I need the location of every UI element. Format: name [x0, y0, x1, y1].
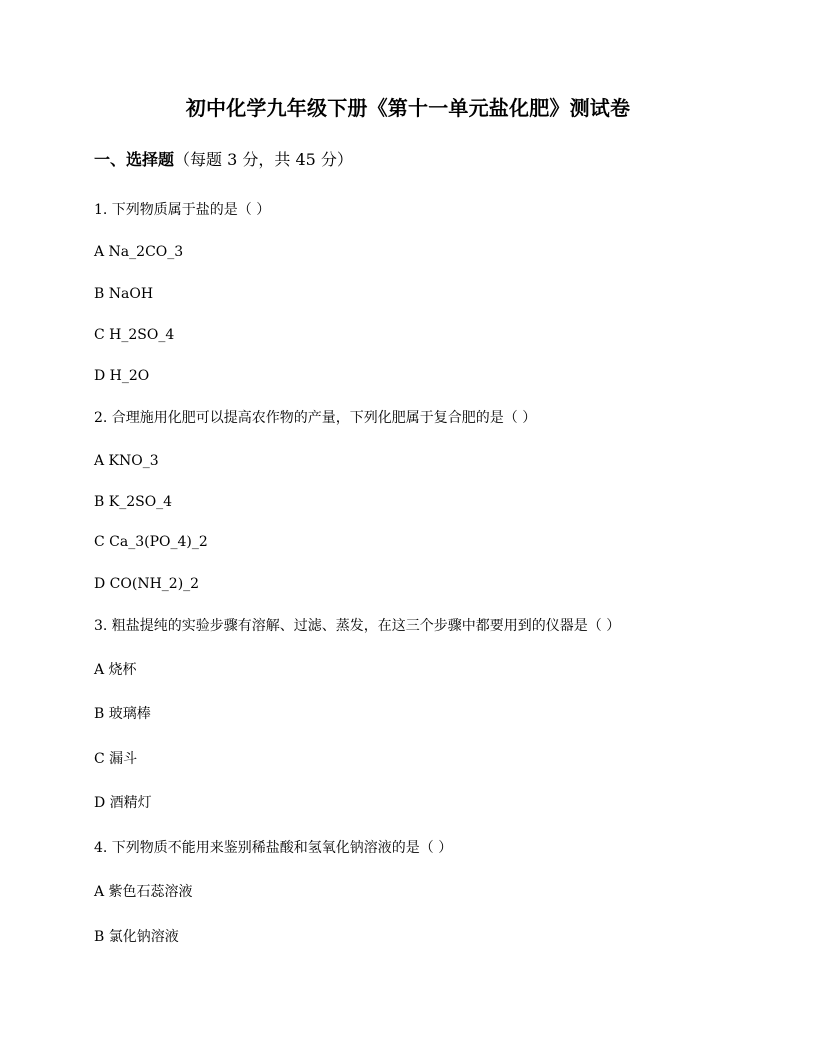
- question-2-option-a: A KNO_3: [94, 453, 159, 469]
- question-1-option-b: B NaOH: [94, 286, 154, 302]
- document-title: 初中化学九年级下册《第十一单元盐化肥》测试卷: [185, 96, 631, 120]
- question-1-stem: 1. 下列物质属于盐的是（ ）: [94, 202, 271, 218]
- question-2-option-c: C Ca_3(PO_4)_2: [94, 534, 208, 550]
- question-1-option-d: D H_2O: [94, 368, 150, 384]
- question-3-option-c: C 漏斗: [94, 751, 138, 767]
- section-heading: [94, 148, 353, 172]
- question-4-stem: 4. 下列物质不能用来鉴别稀盐酸和氢氧化钠溶液的是（ ）: [94, 840, 453, 856]
- question-1-option-c: C H_2SO_4: [94, 327, 175, 343]
- section-heading-note: （每题 3 分，共 45 分）: [174, 150, 353, 169]
- question-2-option-d: D CO(NH_2)_2: [94, 576, 200, 592]
- question-4-option-b: B 氯化钠溶液: [94, 929, 179, 945]
- question-4-option-a: A 紫色石蕊溶液: [94, 884, 193, 900]
- question-3-stem: 3. 粗盐提纯的实验步骤有溶解、过滤、蒸发，在这三个步骤中都要用到的仪器是（ ）: [94, 618, 621, 634]
- section-heading-title: 一、选择题: [94, 150, 175, 169]
- question-3-option-b: B 玻璃棒: [94, 706, 151, 722]
- question-3-option-d: D 酒精灯: [94, 795, 152, 811]
- question-1-option-a: A Na_2CO_3: [94, 244, 184, 260]
- question-3-option-a: A 烧杯: [94, 662, 137, 678]
- question-2-option-b: B K_2SO_4: [94, 494, 173, 510]
- question-2-stem: 2. 合理施用化肥可以提高农作物的产量，下列化肥属于复合肥的是（ ）: [94, 410, 537, 426]
